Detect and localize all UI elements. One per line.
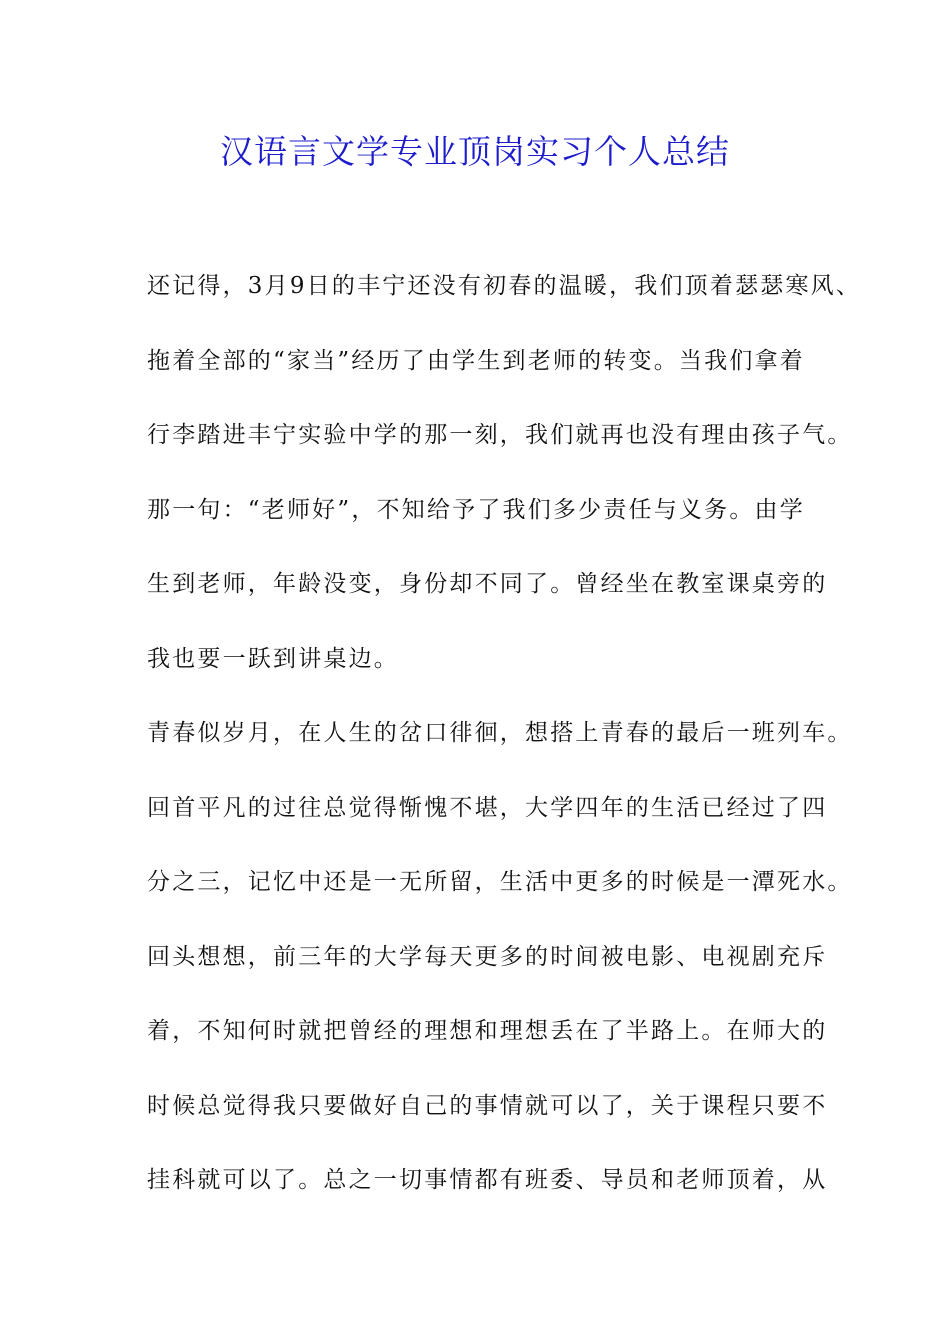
body-line: 拖着全部的“家当”经历了由学生到老师的转变。当我们拿着: [147, 347, 805, 374]
body-line: 回头想想，前三年的大学每天更多的时间被电影、电视剧充斥: [147, 943, 828, 970]
body-line: 回首平凡的过往总觉得惭愧不堪，大学四年的生活已经过了四: [147, 794, 828, 821]
body-line: 分之三，记忆中还是一无所留，生活中更多的时候是一潭死水。: [147, 869, 853, 895]
body-line: 行李踏进丰宁实验中学的那一刻，我们就再也没有理由孩子气。: [147, 422, 853, 448]
document-title: 汉语言文学专业顶岗实习个人总结: [220, 132, 730, 171]
body-line: 我也要一跃到讲桌边。: [147, 645, 399, 672]
body-line: 着，不知何时就把曾经的理想和理想丢在了半路上。在师大的: [147, 1018, 828, 1044]
body-line: 生到老师，年龄没变，身份却不同了。曾经坐在教室课桌旁的: [147, 571, 828, 597]
document-body: [147, 262, 862, 1231]
body-line: 时候总觉得我只要做好自己的事情就可以了，关于课程只要不: [147, 1092, 828, 1119]
body-line: 那一句：“老师好”，不知给予了我们多少责任与义务。由学: [147, 496, 805, 523]
body-line: 青春似岁月，在人生的岔口徘徊，想搭上青春的最后一班列车。: [147, 720, 853, 746]
body-line: 还记得，3月9日的丰宁还没有初春的温暖，我们顶着瑟瑟寒风、: [147, 273, 862, 299]
body-line: 挂科就可以了。总之一切事情都有班委、导员和老师顶着，从: [147, 1167, 828, 1193]
